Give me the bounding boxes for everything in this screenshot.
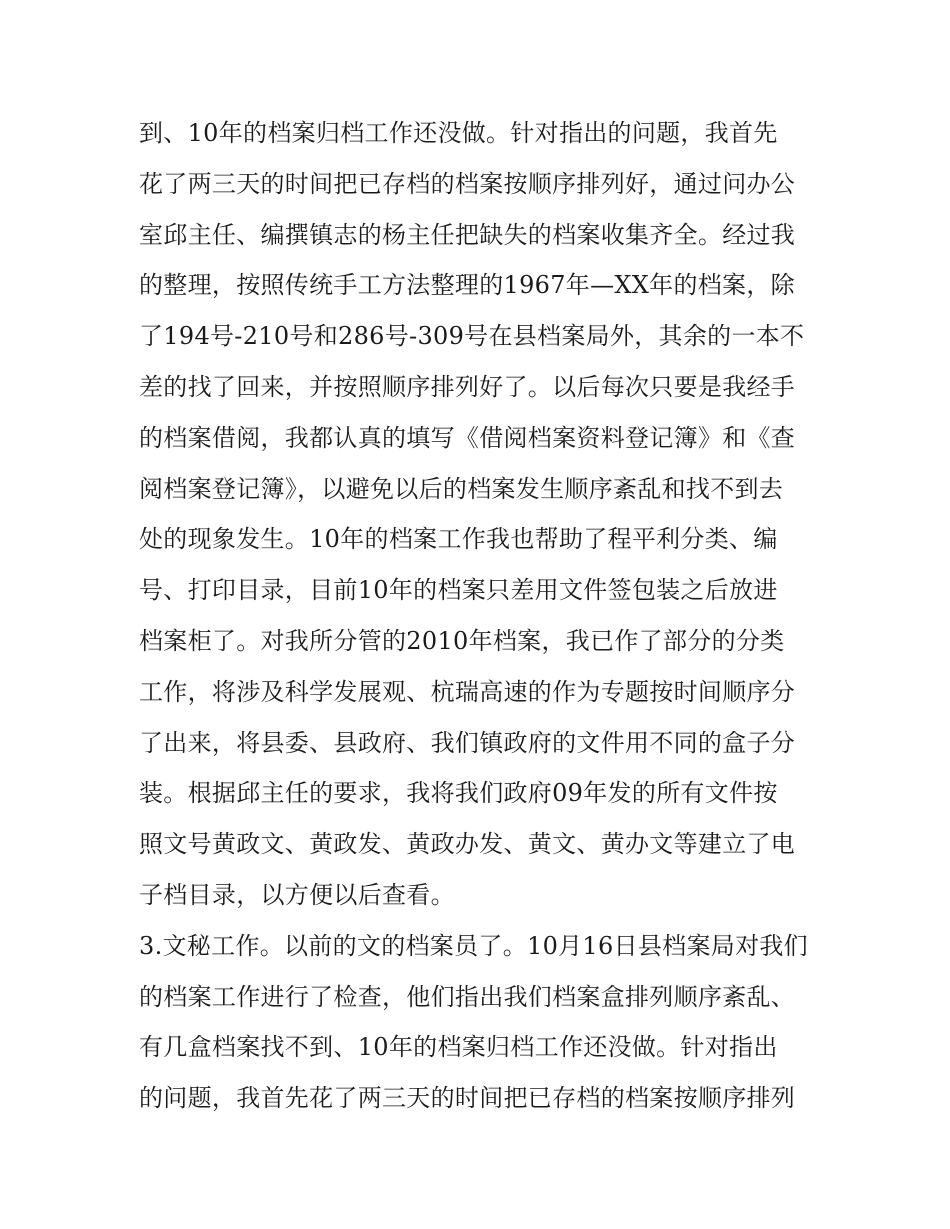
text-line: 到、10年的档案归档工作还没做。针对指出的问题，我首先	[139, 119, 778, 147]
text-line: 阅档案登记簿》，以避免以后的档案发生顺序紊乱和找不到去	[139, 474, 784, 503]
text-line: 的整理，按照传统手工方法整理的1967年—XX年的档案，除	[139, 271, 795, 300]
body-text	[139, 108, 829, 1124]
text-line: 的问题，我首先花了两三天的时间把已存档的档案按顺序排列	[139, 1084, 796, 1113]
text-line: 差的找了回来，并按照顺序排列好了。以后每次只要是我经手	[139, 372, 796, 401]
text-line: 花了两三天的时间把已存档的档案按顺序排列好，通过问办公	[139, 169, 796, 198]
text-line: 的档案借阅，我都认真的填写《借阅档案资料登记簿》和《查	[139, 423, 796, 452]
text-line: 工作，将涉及科学发展观、杭瑞高速的作为专题按时间顺序分	[139, 677, 796, 706]
text-line: 处的现象发生。10年的档案工作我也帮助了程平利分类、编	[139, 525, 778, 554]
text-line: 室邱主任、编撰镇志的杨主任把缺失的档案收集齐全。经过我	[139, 220, 796, 249]
text-line: 有几盒档案找不到、10年的档案归档工作还没做。针对指出	[139, 1033, 778, 1062]
text-line: 装。根据邱主任的要求，我将我们政府09年发的所有文件按	[139, 779, 778, 808]
text-line: 子档目录，以方便以后查看。	[139, 880, 455, 909]
text-line: 了出来，将县委、县政府、我们镇政府的文件用不同的盒子分	[139, 728, 796, 757]
section-heading-line: 3.文秘工作。以前的文的档案员了。10月16日县档案局对我们	[139, 931, 808, 960]
text-line: 的档案工作进行了检查，他们指出我们档案盒排列顺序紊乱、	[139, 982, 796, 1011]
text-line: 号、打印目录，目前10年的档案只差用文件签包装之后放进	[139, 576, 778, 605]
text-line: 档案柜了。对我所分管的2010年档案，我已作了部分的分类	[139, 626, 785, 655]
text-line: 了194号-210号和286号-309号在县档案局外，其余的一本不	[139, 322, 805, 351]
text-line: 照文号黄政文、黄政发、黄政办发、黄文、黄办文等建立了电	[139, 830, 796, 859]
